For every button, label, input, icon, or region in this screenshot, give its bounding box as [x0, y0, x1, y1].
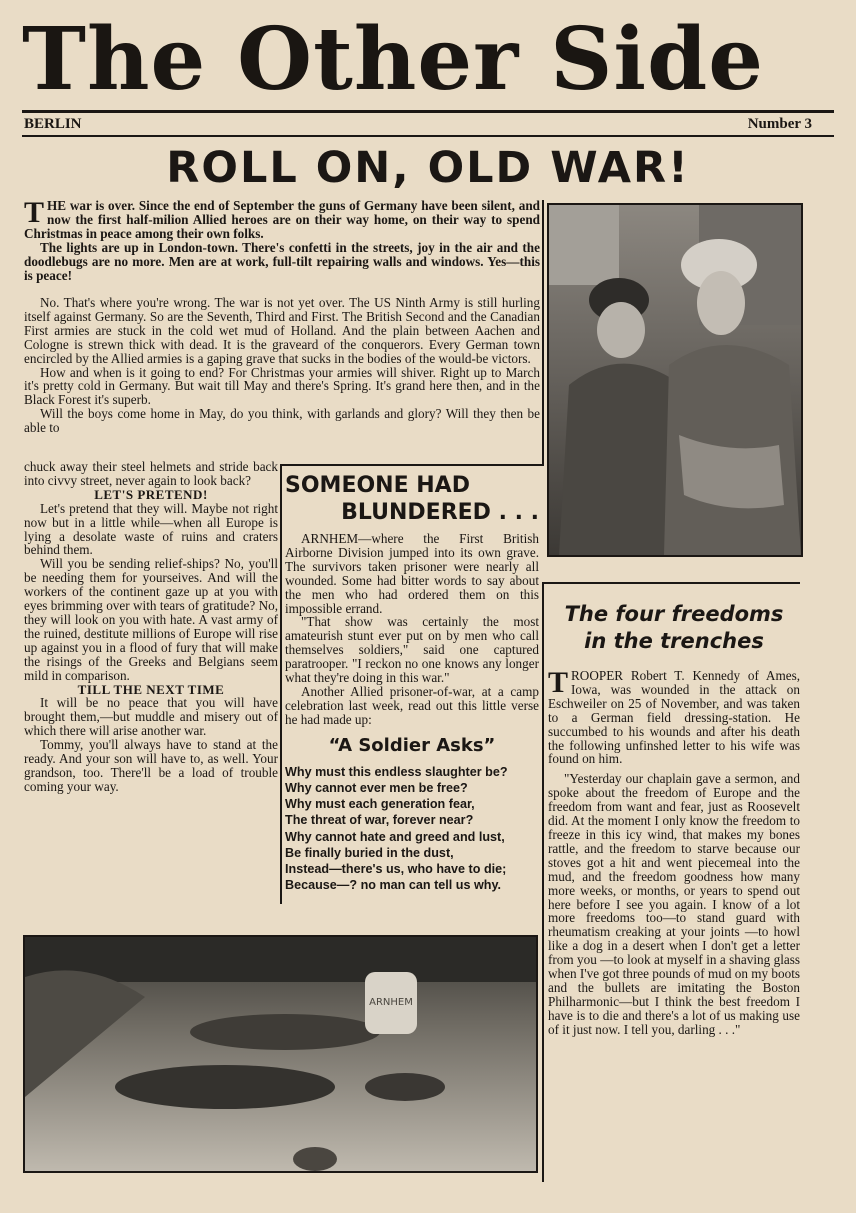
lead-paragraph-3: No. That's where you're wrong. The war is not yet over. The US Ninth Army is still hurling itself against Germany. So are the Seventh, Third and First. The British Second and the Canadian First armies are stuck in the cold wet mud of Holland. And the plain between Aachen and Cologne is strewn thick with dead. It is the graveard of the conquerors. Every German town encircled by the Allied armies is a gaping grave that sucks in the bodies of the would-be victors.: [24, 295, 540, 366]
page-headline: ROLL ON, OLD WAR!: [166, 143, 690, 193]
box-rule-vertical-left: [280, 464, 282, 904]
left-paragraph-4: It will be no peace that you will have brought them,—but muddle and misery out of which there will arise another war.: [24, 695, 278, 739]
blundered-title-1: SOMEONE HAD: [285, 473, 470, 498]
poem-line: Because—? no man can tell us why.: [285, 878, 502, 893]
milestone-label: ARNHEM: [369, 997, 413, 1008]
freedoms-rule-top: [542, 582, 800, 584]
blundered-title-2: BLUNDERED . . .: [341, 500, 539, 525]
masthead-rule-bottom: [22, 135, 834, 137]
blundered-article: [285, 472, 539, 893]
freedoms-paragraph-1: ROOPER Robert T. Kennedy of Ames, Iowa, was wounded in the attack on Eschweiler on 25 of November, and was taken to a German field dressing-station. He succumbed to his wounds and after his death the following unfinshed letter to his wife was found on him.: [548, 668, 800, 767]
freedoms-title-2: in the trenches: [584, 629, 764, 653]
poem-line: Why cannot ever men be free?: [285, 780, 468, 795]
masthead-rule-top: [22, 110, 834, 113]
lead-paragraph-5: Will the boys come home in May, do you think, with garlands and glory? Will they then be able to: [24, 406, 540, 436]
blundered-paragraph-1: ARNHEM—where the First British Airborne Division jumped into its own grave. The survivors taken prisoner were nearly all wounded. Some had bitter words to say about the men who had ordered them on this impossible errand.: [285, 531, 539, 616]
lead-paragraph-1: HE war is over. Since the end of September the guns of Germany have been silent, and now the first half-milion Allied heroes are on their way home, on their way to spend Christmas in peace among their own folks.: [24, 198, 540, 241]
blundered-paragraph-3: Another Allied prisoner-of-war, at a camp celebration last week, read out this little verse he had made up:: [285, 683, 539, 727]
lead-dropcap: T: [24, 196, 45, 229]
freedoms-article: [548, 601, 800, 1037]
poem-line: Why cannot hate and greed and lust,: [285, 829, 505, 844]
lead-paragraph-4: How and when is it going to end? For Christmas your armies will shiver. Right up to March it's pretty cold in Germany. But wait till May and there's Spring. It's grand here then, and in the Black Forest it's superb.: [24, 364, 540, 408]
freedoms-title-1: The four freedoms: [564, 602, 784, 626]
left-paragraph-5: Tommy, you'll always have to stand at the ready. And your son will have to, as well. Your grandson, too. There'll be a load of trouble coming your way.: [24, 737, 278, 794]
lead-article-cont: [24, 296, 540, 435]
blundered-paragraph-2: "That show was certainly the most amateurish stunt ever put on by men who call themselves soldiers," said one captured paratrooper. "I reckon no one knows any longer what they're doing in this war.": [285, 614, 539, 686]
box-rule-vertical-right: [542, 200, 544, 466]
left-paragraph-2: Let's pretend that they will. Maybe not right now but in a little while—when all Europe is lying a desolate waste of ruins and craters behind them.: [24, 500, 278, 558]
freedoms-paragraph-2: "Yesterday our chaplain gave a sermon, and spoke about the freedom of Europe and the freedom from want and fear, just as Roosevelt did. At the moment I only know the freedom to freeze in this icy wind, that makes my bones rattle, and the freedom to starve because our stoves got a hit and went piecemeal into the mud, and the freedom goodness how many more weeks, or months, or years to spend out here before I see you again. I know of a lot more freedoms too—to stand guard with rheumatism creaking at your joints —to howl like a dog in a desert when I don't get a letter from you —to look at myself in a shaving glass when I've got three pounds of mud on my boots and the bullets are imitating the Boston Philharmonic—but I think the best freedom I have is to die and there's a lot of us making use of it just now. I tell you, darling . . .": [548, 771, 800, 1037]
masthead-city: BERLIN: [24, 116, 82, 132]
poem-body: [285, 764, 539, 894]
photo-arnhem: [23, 935, 538, 1173]
masthead-title: The Other Side: [22, 9, 764, 110]
poem-line: Instead—there's us, who have to die;: [285, 861, 507, 876]
left-paragraph-1: chuck away their steel helmets and stride back into civvy street, never again to look back?: [24, 459, 278, 488]
freedoms-rule-left: [542, 582, 544, 1182]
lead-paragraph-2: The lights are up in London-town. There's confetti in the streets, joy in the air and the doodlebugs are no more. Men are at work, full-tilt repairing walls and windows. Yes—this is peace!: [24, 239, 540, 283]
subhead-till-next-time: TILL THE NEXT TIME: [77, 681, 225, 697]
photo-soldiers-image: [549, 205, 801, 555]
poem-line: Why must this endless slaughter be?: [285, 764, 508, 779]
poem-title: “A Soldier Asks”: [328, 734, 496, 756]
freedoms-dropcap: T: [548, 666, 569, 699]
photo-soldiers: [547, 203, 803, 557]
left-column: [24, 460, 278, 794]
left-paragraph-3: Will you be sending relief-ships? No, you'll be needing them for yourseives. And will the workers of the continent gaze up at you with eyes brimming over with tears of gratitude? No, they will look on you with hate. A vast army of the ruined, destitute millions of Europe will rise up against you in a flood of fury that will make the risings of the Greeks and Belgians seem mild in comparison.: [24, 556, 278, 683]
masthead-issue: Number 3: [747, 116, 812, 132]
lead-article: [24, 196, 540, 283]
photo-arnhem-image: [25, 937, 536, 1171]
poem-line: The threat of war, forever near?: [285, 813, 474, 828]
box-rule-horizontal: [280, 464, 544, 466]
poem-line: Be finally buried in the dust,: [285, 845, 454, 860]
subhead-lets-pretend: LET'S PRETEND!: [94, 486, 208, 502]
poem-line: Why must each generation fear,: [285, 797, 475, 812]
